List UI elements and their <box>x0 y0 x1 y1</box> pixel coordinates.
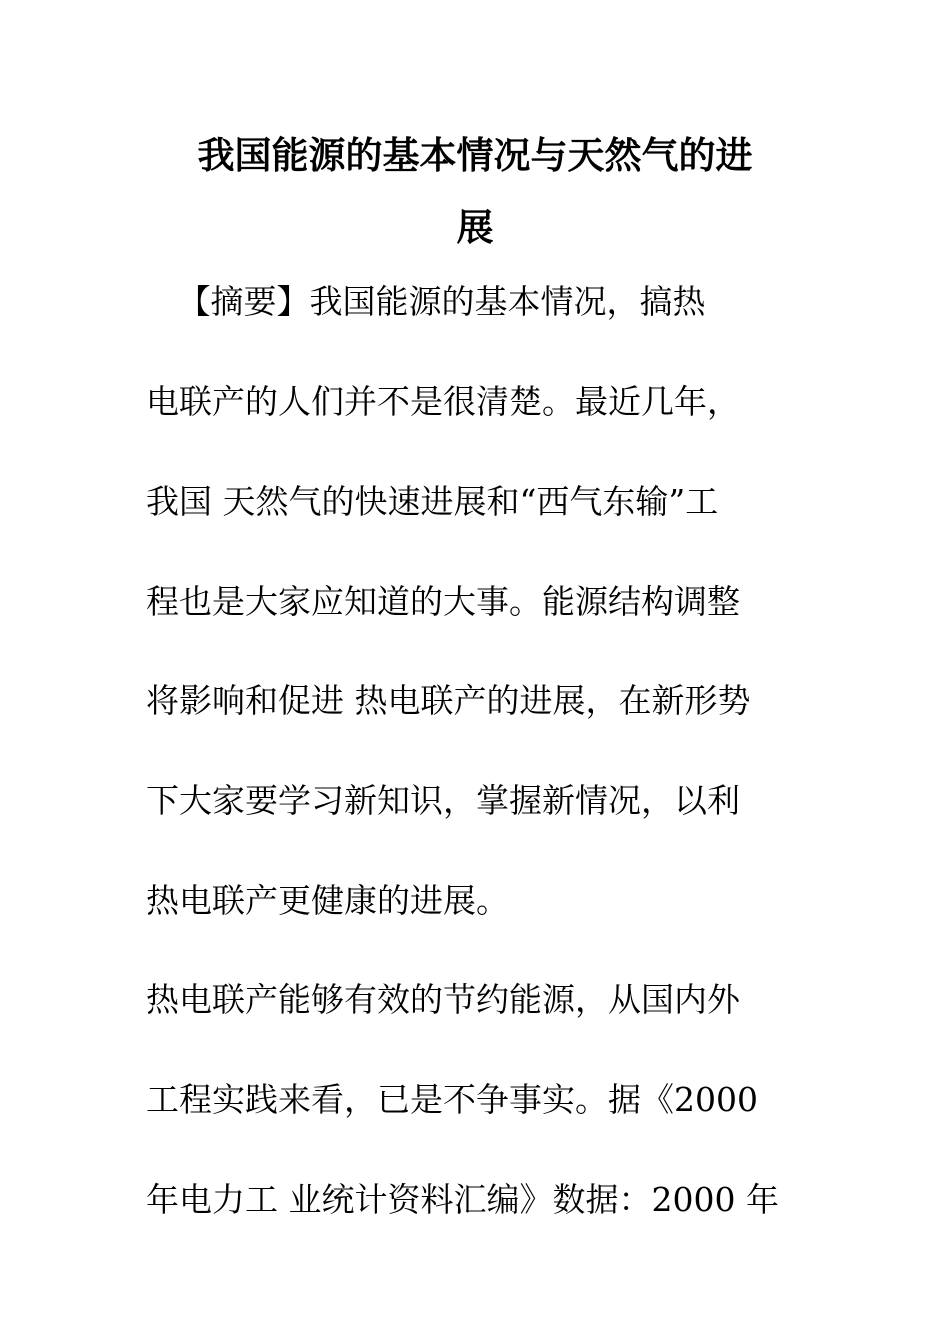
paragraph-line-2: 工程实践来看，已是不争事实。据《2000 <box>146 1080 758 1119</box>
abstract-line-5: 将影响和促进 热电联产的进展，在新形势 <box>146 681 751 720</box>
document-title-line-1: 我国能源的基本情况与天然气的进 <box>197 134 753 177</box>
paragraph-line-3: 年电力工 业统计资料汇编》数据：2000 年 <box>146 1180 779 1219</box>
abstract-line-6: 下大家要学习新知识，掌握新情况，以利 <box>146 781 740 820</box>
document-title-line-2: 展 <box>456 206 494 249</box>
abstract-line-1: 【摘要】我国能源的基本情况，搞热 <box>146 282 706 321</box>
abstract-line-3: 我国 天然气的快速进展和“西气东输”工 <box>146 482 719 521</box>
abstract-line-7: 热电联产更健康的进展。 <box>146 881 509 920</box>
abstract-line-4: 程也是大家应知道的大事。能源结构调整 <box>146 582 740 621</box>
paragraph-line-1: 热电联产能够有效的节约能源，从国内外 <box>146 980 740 1019</box>
abstract-line-2: 电联产的人们并不是很清楚。最近几年， <box>146 382 740 421</box>
